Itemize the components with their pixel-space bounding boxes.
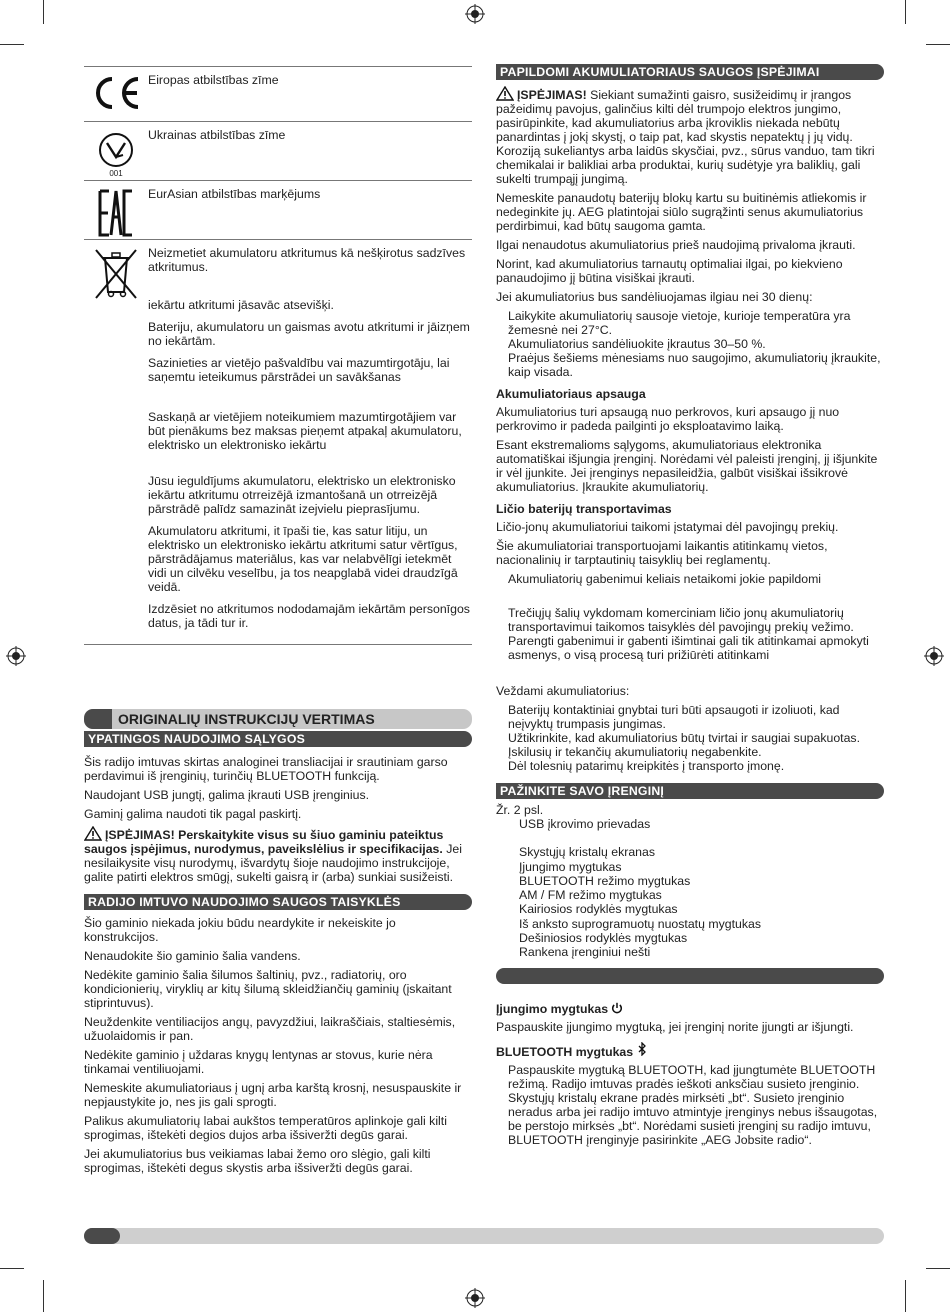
symbol-description: Ukrainas atbilstības zīme	[148, 128, 286, 142]
disposal-text	[148, 240, 472, 644]
header-tab	[84, 709, 112, 729]
crop-mark	[905, 1280, 906, 1312]
paragraph: Nedėkite gaminio šalia šilumos šaltinių, pvz., radiatorių, oro kondicionierių, viryklių ar kitų šilumą skleidžiančių gaminių (įskaitant stiprintuvus).	[84, 968, 452, 1010]
warning-text: Jei nesilaikysite visų nurodymų, išvardytų šioje naudojimo instrukcijoje, galite patirti elektros smūgį, sukelti gaisrą ir (arba) sunkiai susižeisti.	[84, 842, 462, 884]
crossed-bin-icon	[84, 240, 148, 644]
footer-tab	[84, 1228, 120, 1244]
paragraph: Žr. 2 psl.	[496, 803, 544, 817]
carry-list	[496, 703, 884, 773]
disposal-paragraph: Bateriju, akumulatoru un gaismas avotu atkritumi ir jāizņem no iekārtām.	[148, 320, 470, 348]
disposal-paragraph: Sazinieties ar vietējo pašvaldību vai mazumtirgotāju, lai saņemtu ieteikumus pārstrādei un savākšanas	[148, 356, 450, 384]
list-item: Dešiniosios rodyklės mygtukas	[519, 931, 688, 946]
list-item: Praėjus šešiems mėnesiams nuo saugojimo, akumuliatorių įkraukite, kaip visada.	[508, 351, 881, 379]
left-column	[84, 66, 472, 1180]
paragraph: Nemeskite akumuliatoriaus į ugnį arba karštą krosnį, nesuspauskite ir nepjaustykite jo, nes jis gali sprogti.	[84, 1081, 462, 1109]
section-header: PAPILDOMI AKUMULIATORIAUS SAUGOS ĮSPĖJIMAI	[496, 64, 884, 80]
list-item: Užtikrinkite, kad akumuliatorius būtų tvirtai ir saugiai supakuotas.	[508, 731, 860, 745]
paragraph: Akumuliatorių gabenimui keliais netaikomi jokie papildomi	[508, 572, 822, 586]
list-item: Baterijų kontaktiniai gnybtai turi būti apsaugoti ir izoliuoti, kad neįvyktų trumpasis jungimas.	[508, 703, 840, 731]
subsection-title: Ličio baterijų transportavimas	[496, 502, 672, 516]
warning-triangle-icon	[84, 826, 102, 841]
symbol-table	[84, 66, 472, 645]
power-button-title: Įjungimo mygtukas	[496, 1001, 609, 1016]
symbol-description: EurAsian atbilstības marķējums	[148, 187, 321, 201]
warning-label: ĮSPĖJIMAS!	[105, 828, 175, 842]
page-footer-bar	[84, 1228, 884, 1244]
registration-mark-icon	[924, 646, 944, 666]
section-header: YPATINGOS NAUDOJIMO SĄLYGOS	[84, 731, 472, 747]
power-icon	[611, 1002, 623, 1014]
paragraph: Šis radijo imtuvas skirtas analoginei transliacijai ir srautiniam garso perdavimui iš įrenginių, turinčių BLUETOOTH funkciją.	[84, 755, 448, 783]
main-section-header	[84, 709, 472, 729]
symbol-row-ukraine	[84, 121, 472, 180]
disposal-paragraph: Izdzēsiet no atkritumos nododamajām iekārtām personīgos datus, ja tādi tur ir.	[148, 602, 470, 630]
paragraph: Šie akumuliatoriai transportuojami laikantis atitinkamų vietos, nacionalinių ir tarptautinių taisyklių bei reglamentų.	[496, 539, 828, 567]
paragraph: Paspauskite mygtuką BLUETOOTH, kad įjungtumėte BLUETOOTH režimą. Radijo imtuvas pradės ieškoti anksčiau susieto įrenginio. Skystųjų kristalų ekrane pradės mirksėti „bt“. Susieto įrenginio neradus arba jei radijo imtuvo atmintyje įrenginys nebus išsaugotas, be perstojo mirksės „bt“. Norėdami susieti įrenginį su radijo imtuvu, BLUETOOTH įrenginyje pasirinkite „AEG Jobsite radio“.	[508, 1062, 878, 1147]
list-item: AM / FM režimo mygtukas	[519, 888, 662, 903]
disposal-paragraph: Jūsu ieguldījums akumulatoru, elektrisko un elektronisko iekārtu atkritumu otrreizējā izmantošanā un otrreizējā pārstrādē palīdz samazināt izejvielu pieprasījumu.	[148, 474, 456, 516]
crop-mark	[926, 1268, 950, 1269]
registration-mark-icon	[465, 4, 485, 24]
paragraph: Ilgai nenaudotus akumuliatorius prieš naudojimą privaloma įkrauti.	[496, 238, 856, 252]
warning-text: Siekiant sumažinti gaisro, susižeidimų ir įrangos pažeidimų pavojus, galinčius kilti dėl trumpojo elektros jungimo, pasirūpinkite, kad akumuliatorius arba įkroviklis niekada nebūtų panardintas į jokį skystį, o taip pat, kad skystis nepatektų į jų vidų. Koroziją sukeliantys arba laidūs skysčiai, pvz., sūrus vanduo, tam tikri chemikalai ir balikliai arba produktai, kurių sudėtyje yra baliklių, gali sukelti trumpąjį jungimą.	[496, 88, 875, 186]
paragraph: Nenaudokite šio gaminio šalia vandens.	[84, 949, 301, 963]
paragraph: Nedėkite gaminio į uždaras knygų lentynas ar stovus, kurie nėra tinkamai ventiliuojami.	[84, 1048, 433, 1076]
list-item: Laikykite akumuliatorių sausoje vietoje, kurioje temperatūra yra žemesnė nei 27°C.	[508, 309, 851, 337]
list-item: Dėl tolesnių patarimų kreipkitės į transporto įmonę.	[508, 759, 785, 773]
symbol-description: Eiropas atbilstības zīme	[148, 73, 279, 87]
crop-mark	[43, 0, 44, 24]
crop-mark	[905, 0, 906, 24]
ukraine-mark-code: 001	[109, 168, 123, 178]
device-parts-list	[496, 845, 884, 959]
bluetooth-button-title: BLUETOOTH mygtukas	[496, 1044, 634, 1059]
eac-mark-icon	[84, 181, 148, 239]
paragraph: Esant ekstremalioms sąlygoms, akumuliatoriaus elektronika automatiškai išjungia įrenginį. Norėdami vėl paleisti įrenginį, jį išjunkite ir vėl įjunkite. Jei įrenginys nepasileidžia, galbūt visiškai išsikrovė akumuliatorius. Įkraukite akumuliatorių.	[496, 438, 878, 494]
section-header: RADIJO IMTUVO NAUDOJIMO SAUGOS TAISYKLĖS	[84, 894, 472, 910]
bluetooth-icon	[637, 1042, 647, 1056]
paragraph: Ličio-jonų akumuliatoriui taikomi įstatymai dėl pavojingų prekių.	[496, 520, 839, 534]
list-item: BLUETOOTH režimo mygtukas	[519, 873, 691, 888]
paragraph: Veždami akumuliatorius:	[496, 684, 630, 698]
paragraph: Trečiųjų šalių vykdomam komerciniam ličio jonų akumuliatorių transportavimui taikomos taisyklės dėl pavojingų prekių vežimo. Parengti gabenimui ir gabenti išimtinai gali tik atitinkamai apmokyti asmenys, o visą procesą turi prižiūrėti atitinkami	[508, 606, 869, 662]
registration-mark-icon	[465, 1288, 485, 1308]
paragraph: Akumuliatorius turi apsaugą nuo perkrovos, kuri apsaugo jį nuo perkrovimo ir padeda pailginti jo eksploatavimo laiką.	[496, 405, 840, 433]
paragraph: Paspauskite įjungimo mygtuką, jei įrenginį norite įjungti ar išjungti.	[496, 1019, 854, 1034]
subsection-title	[496, 1042, 884, 1059]
list-item: Įskilusių ir tekančių akumuliatorių negabenkite.	[508, 745, 762, 759]
paragraph: Jei akumuliatorius bus sandėliuojamas ilgiau nei 30 dienų:	[496, 290, 813, 304]
storage-list	[496, 309, 884, 379]
list-item: USB įkrovimo prievadas	[519, 817, 651, 831]
paragraph: Jei akumuliatorius bus veikiamas labai žemo oro slėgio, gali kilti sprogimas, ištekėti degus skystis arba išsiveržti degūs garai.	[84, 1147, 431, 1175]
disposal-paragraph: iekārtu atkritumi jāsavāc atsevišķi.	[148, 298, 334, 312]
section-divider-bar	[496, 968, 884, 984]
crop-mark	[43, 1280, 44, 1312]
disposal-paragraph: Neizmetiet akumulatoru atkritumus kā nešķirotus sadzīves atkritumus.	[148, 246, 466, 274]
subsection-title: Akumuliatoriaus apsauga	[496, 387, 646, 401]
right-column	[496, 64, 884, 1152]
disposal-paragraph: Akumulatoru atkritumi, it īpaši tie, kas satur litiju, un elektrisko un elektronisko iekārtu atkritumi satur vērtīgus, pārstrādājamus materiālus, kas var nelabvēlīgi ietekmēt vidi un cilvēku veselību, ja tos neapglabā videi draudzīgā veidā.	[148, 524, 458, 594]
paragraph: Gaminį galima naudoti tik pagal paskirtį.	[84, 807, 302, 821]
paragraph: Šio gaminio niekada jokiu būdu neardykite ir nekeiskite jo konstrukcijos.	[84, 916, 396, 944]
paragraph: Neuždenkite ventiliacijos angų, pavyzdžiui, laikraščiais, staltiesėmis, užuolaidomis ir pan.	[84, 1015, 456, 1043]
disposal-paragraph: Saskaņā ar vietējiem noteikumiem mazumtirgotājiem var būt pienākums bez maksas pieņemt atpakaļ akumulatoru, elektrisko un elektronisko iekārtu	[148, 410, 462, 452]
paragraph: Naudojant USB jungtį, galima įkrauti USB įrenginius.	[84, 788, 370, 802]
list-item: Rankena įrenginiui nešti	[519, 945, 651, 960]
list-item: Įjungimo mygtukas	[519, 859, 622, 874]
list-item: Kairiosios rodyklės mygtukas	[519, 902, 678, 917]
symbol-row-ce	[84, 66, 472, 121]
symbol-row-disposal	[84, 239, 472, 644]
crop-mark	[0, 1268, 24, 1269]
section-header: PAŽINKITE SAVO ĮRENGINĮ	[496, 783, 884, 799]
warning-label: ĮSPĖJIMAS!	[517, 88, 587, 102]
warning-paragraph	[84, 826, 472, 884]
warning-triangle-icon	[496, 86, 514, 101]
symbol-row-eac	[84, 180, 472, 239]
registration-mark-icon	[6, 646, 26, 666]
warning-paragraph	[496, 86, 884, 186]
ce-mark-icon	[84, 67, 148, 121]
subsection-title	[496, 1002, 884, 1016]
ukraine-conformity-icon	[84, 122, 148, 180]
crop-mark	[0, 44, 24, 45]
crop-mark	[926, 44, 950, 45]
main-title: ORIGINALIŲ INSTRUKCIJŲ VERTIMAS	[118, 711, 375, 727]
paragraph: Nemeskite panaudotų baterijų blokų kartu su buitinėmis atliekomis ir nedeginkite jų. AEG platintojai siūlo sugrąžinti senus akumuliatorius perdirbimui, kad būtų saugoma gamta.	[496, 191, 867, 233]
paragraph: Palikus akumuliatorių labai aukštos temperatūros aplinkoje gali kilti sprogimas, ištekėti degios dujos arba išsiveržti degūs garai.	[84, 1114, 447, 1142]
list-item: Akumuliatorius sandėliuokite įkrautus 30–50 %.	[508, 337, 766, 351]
list-item: Iš anksto suprogramuotų nuostatų mygtukas	[519, 916, 761, 931]
warning-bold-text: Perskaitykite visus su šiuo gaminiu pateiktus saugos įspėjimus, nurodymus, paveikslėlius ir specifikacijas.	[84, 828, 444, 856]
list-item: Skystųjų kristalų ekranas	[519, 845, 656, 860]
paragraph: Norint, kad akumuliatorius tarnautų optimaliai ilgai, po kiekvieno panaudojimo jį būtina visiškai įkrauti.	[496, 257, 843, 285]
